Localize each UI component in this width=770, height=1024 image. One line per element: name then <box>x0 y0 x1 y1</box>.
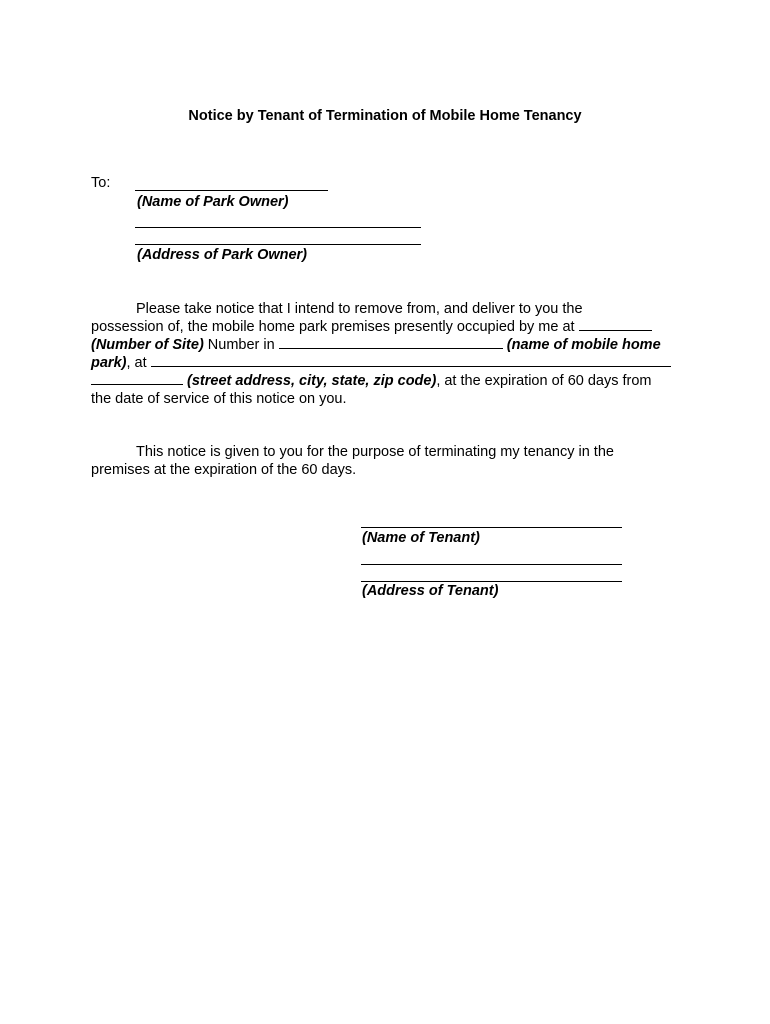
possession-text: possession of, the mobile home park premises presently occupied by me at <box>91 319 575 335</box>
site-blank <box>579 318 652 331</box>
expiration-text: , at the expiration of 60 days from <box>436 373 652 389</box>
paragraph-1-line-5 <box>91 372 691 390</box>
park-name-label-cont: park) <box>91 355 127 371</box>
at-text: , at <box>126 355 147 371</box>
paragraph-1-line-4 <box>91 354 691 372</box>
park-owner-name-blank <box>135 190 328 191</box>
paragraph-1-line-3 <box>91 336 691 354</box>
park-address-blank-cont <box>91 372 183 385</box>
paragraph-2-line-1: This notice is given to you for the purpose of terminating my tenancy in the <box>136 444 614 460</box>
paragraph-1-line-6: the date of service of this notice on you. <box>91 391 347 407</box>
tenant-name-label: (Name of Tenant) <box>362 530 480 546</box>
tenant-address-label: (Address of Tenant) <box>362 583 499 599</box>
tenant-address-blank-1 <box>361 564 622 565</box>
tenant-name-blank <box>361 527 622 528</box>
park-owner-address-blank-2 <box>135 244 421 245</box>
park-name-blank <box>279 336 503 349</box>
street-address-label: (street address, city, state, zip code) <box>187 373 437 389</box>
notice-paragraph-1 <box>91 300 691 408</box>
park-owner-name-label: (Name of Park Owner) <box>137 194 289 210</box>
notice-paragraph-2 <box>91 443 691 479</box>
site-number-label: (Number of Site) <box>91 337 204 353</box>
park-name-label: (name of mobile home <box>506 337 661 353</box>
park-address-blank <box>151 354 671 367</box>
tenant-address-blank-2 <box>361 581 622 582</box>
number-in-text: Number in <box>203 337 279 353</box>
park-owner-address-label: (Address of Park Owner) <box>137 247 308 263</box>
paragraph-1-line-1: Please take notice that I intend to remove from, and deliver to you the <box>136 301 583 317</box>
to-label: To: <box>91 175 111 191</box>
park-owner-address-blank-1 <box>135 227 421 228</box>
document-title: Notice by Tenant of Termination of Mobile Home Tenancy <box>188 108 582 124</box>
paragraph-2-line-2: premises at the expiration of the 60 days. <box>91 462 357 478</box>
paragraph-1-line-2 <box>91 318 691 336</box>
